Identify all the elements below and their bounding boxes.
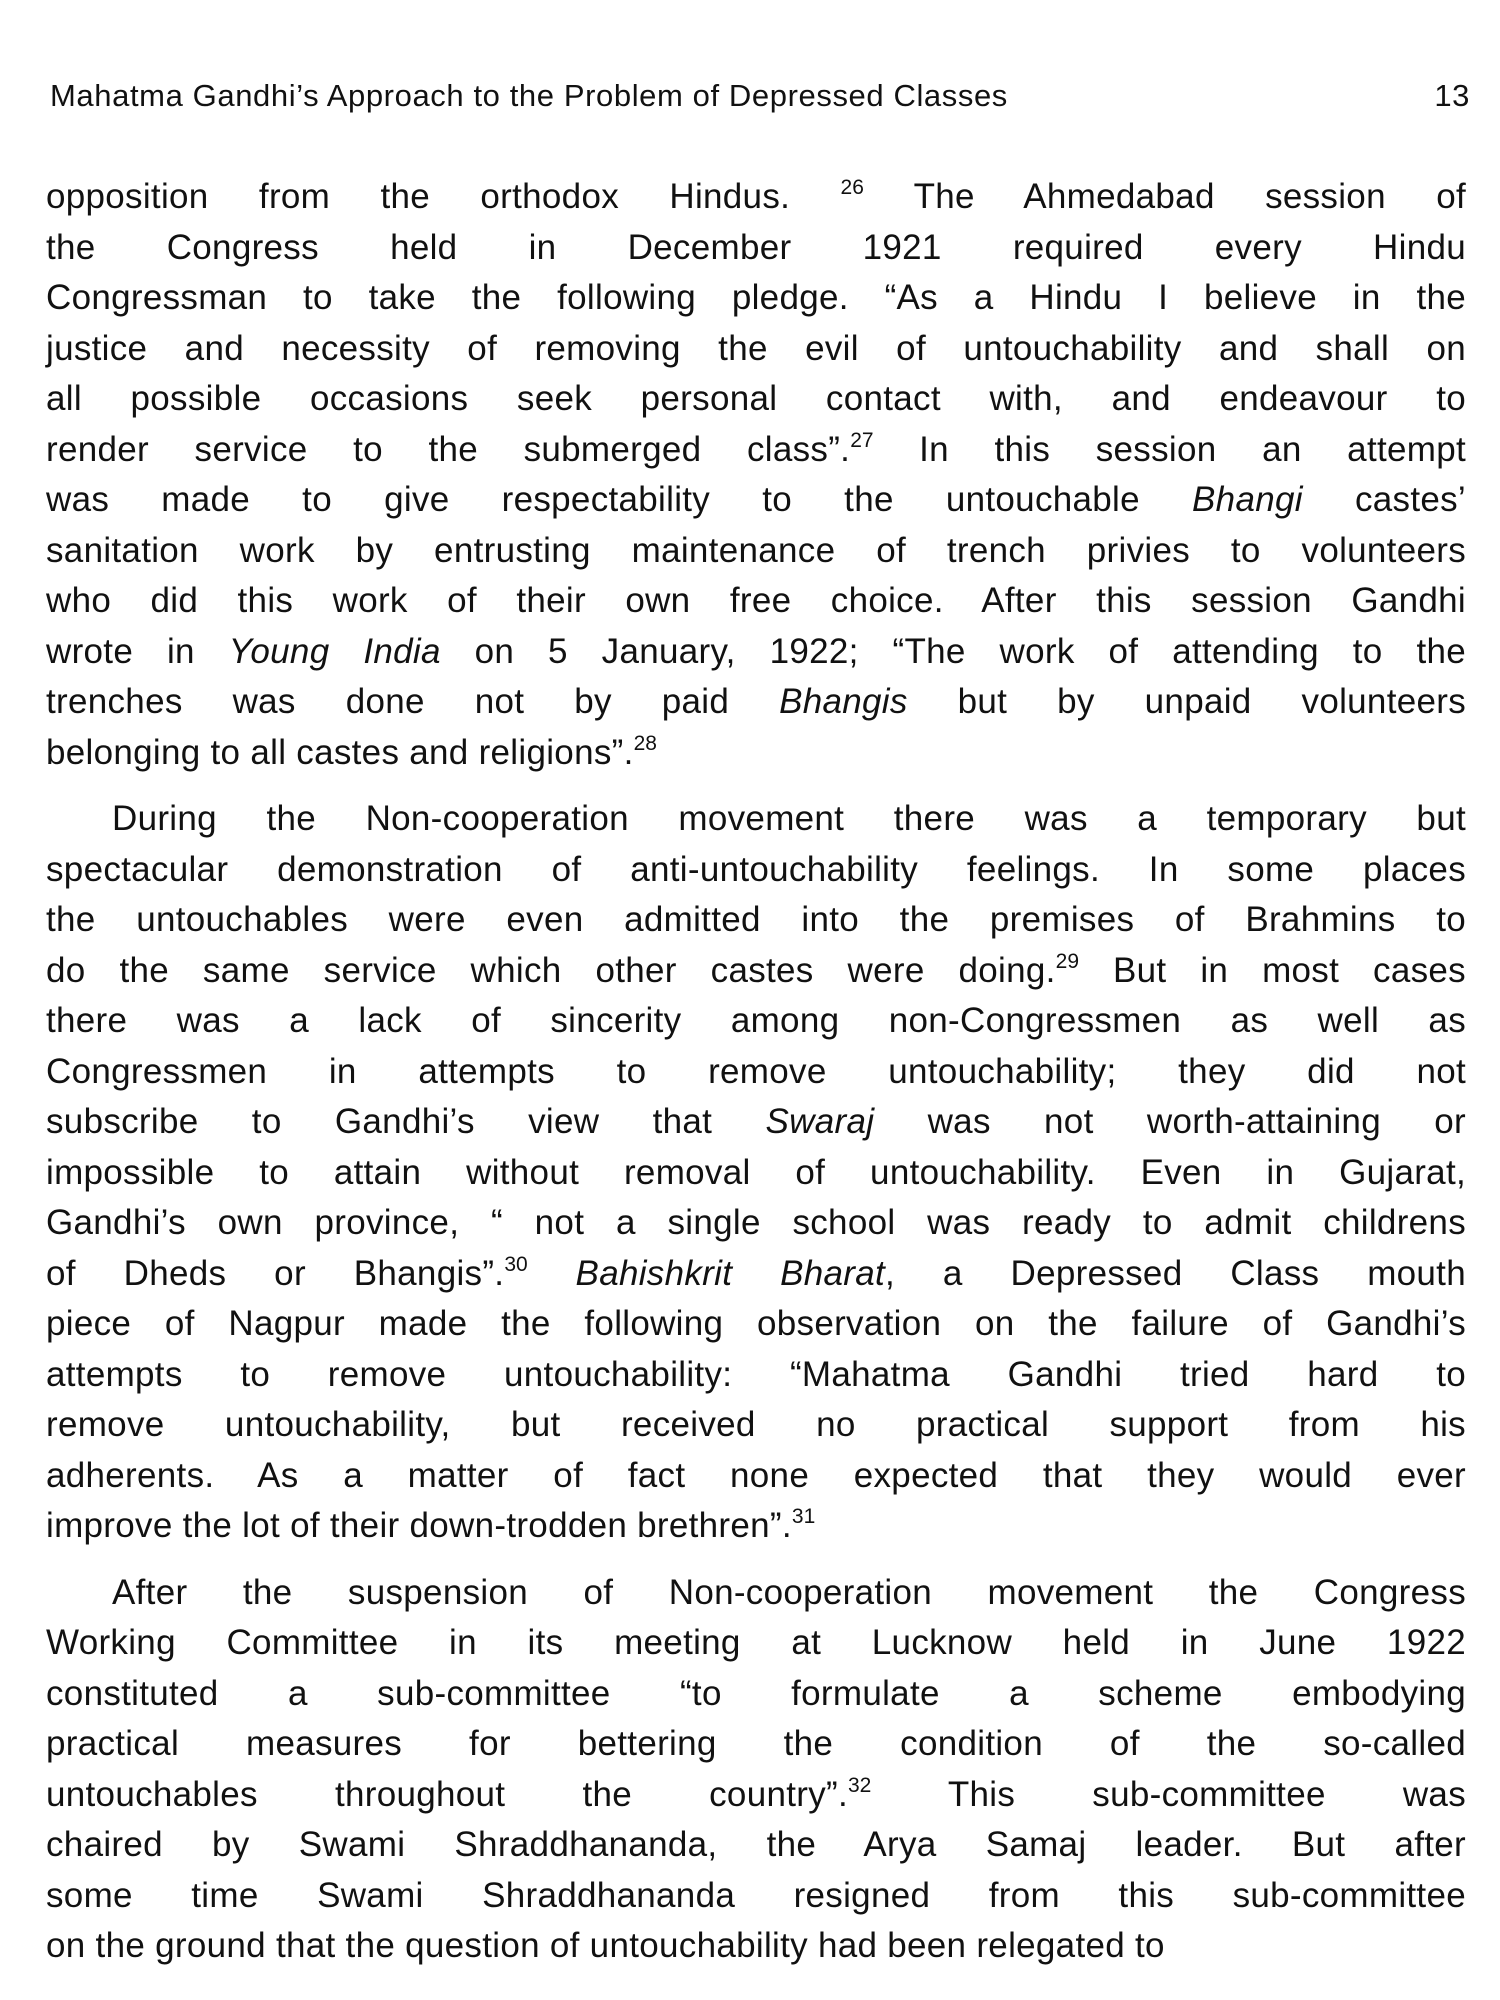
text-run: the Congress held in December 1921 required every Hindu: [46, 227, 1466, 267]
paragraph: [46, 172, 1466, 778]
text-run: , a Depressed Class mouth: [885, 1253, 1466, 1293]
text-line: [46, 1501, 1466, 1552]
text-run: remove untouchability, but received no practical support from his: [46, 1405, 1466, 1444]
text-line: [46, 1097, 1466, 1148]
text-run: attempts to remove untouchability: “Mahatma Gandhi tried hard to: [46, 1354, 1466, 1394]
running-title: Mahatma Gandhi’s Approach to the Problem of Depressed Classes: [50, 78, 1008, 113]
text-line: [46, 1719, 1466, 1770]
text-run: but by unpaid volunteers: [907, 682, 1466, 721]
italic-text: Bhangi: [1192, 480, 1303, 519]
text-run: on 5 January, 1922; “The work of attending to the: [440, 631, 1466, 671]
text-line: [46, 1047, 1466, 1098]
text-line: [46, 845, 1466, 896]
text-run: improve the lot of their down-trodden brethren”.: [46, 1506, 792, 1545]
text-run: was made to give respectability to the untouchable: [46, 480, 1193, 519]
text-line: [46, 172, 1466, 223]
text-line: [46, 1618, 1466, 1669]
text-run: sanitation work by entrusting maintenance of trench privies to volunteers: [46, 530, 1466, 570]
text-run: After the suspension of Non-cooperation movement the Congress: [112, 1572, 1466, 1612]
text-run: During the Non-cooperation movement there was a temporary but: [112, 799, 1466, 838]
footnote-ref: 30: [504, 1252, 528, 1276]
footnote-ref: 27: [850, 428, 874, 452]
italic-text: Bahishkrit Bharat: [575, 1253, 885, 1293]
text-run: Working Committee in its meeting at Lucknow held in June 1922: [46, 1623, 1466, 1662]
text-line: [46, 324, 1466, 375]
text-run: But in most cases: [1079, 950, 1466, 990]
footnote-ref: 31: [791, 1505, 816, 1528]
footnote-ref: 26: [840, 176, 864, 199]
text-line: [46, 1820, 1466, 1871]
text-line: [46, 374, 1466, 425]
text-run: impossible to attain without removal of untouchability. Even in Gujarat,: [46, 1152, 1466, 1192]
text-run: trenches was done not by paid: [46, 682, 780, 721]
text-line: [46, 1148, 1466, 1199]
text-line: [46, 1198, 1466, 1249]
text-run: render service to the submerged class”.: [46, 429, 851, 469]
text-line: [46, 1451, 1466, 1502]
running-header: [50, 78, 1470, 122]
italic-text: Young India: [228, 631, 441, 671]
text-run: adherents. As a matter of fact none expected that they would ever: [46, 1455, 1466, 1495]
text-run: chaired by Swami Shraddhananda, the Arya Samaj leader. But after: [46, 1825, 1466, 1864]
text-line: [46, 996, 1466, 1047]
text-line: [46, 794, 1466, 845]
text-line: [46, 728, 1466, 779]
text-run: opposition from the orthodox Hindus.: [46, 177, 841, 216]
body-text: [46, 172, 1466, 1972]
text-run: constituted a sub-committee “to formulate a scheme embodying: [46, 1673, 1466, 1713]
paragraph: [46, 794, 1466, 1552]
footnote-ref: 32: [848, 1773, 872, 1797]
text-run: all possible occasions seek personal contact with, and endeavour to: [46, 379, 1466, 418]
text-run: piece of Nagpur made the following observation on the failure of Gandhi’s: [46, 1304, 1466, 1343]
text-run: on the ground that the question of untouchability had been relegated to: [46, 1926, 1165, 1965]
text-line: [46, 895, 1466, 946]
paragraph: [46, 1568, 1466, 1972]
text-line: [46, 1400, 1466, 1451]
footnote-ref: 28: [633, 731, 657, 755]
text-run: who did this work of their own free choice. After this session Gandhi: [46, 581, 1466, 620]
text-line: [46, 1871, 1466, 1922]
text-run: the untouchables were even admitted into the premises of Brahmins to: [46, 900, 1466, 939]
text-run: was not worth-attaining or: [874, 1102, 1466, 1141]
text-run: of Dheds or Bhangis”.: [46, 1253, 505, 1293]
text-run: This sub-committee was: [871, 1774, 1466, 1814]
text-line: [46, 273, 1466, 324]
text-run: Congressmen in attempts to remove untouchability; they did not: [46, 1051, 1466, 1091]
text-run: wrote in: [46, 631, 229, 671]
text-line: [46, 627, 1466, 678]
text-run: justice and necessity of removing the evil of untouchability and shall on: [46, 328, 1466, 368]
text-line: [46, 946, 1466, 997]
text-run: spectacular demonstration of anti-untouchability feelings. In some places: [46, 849, 1466, 889]
text-run: The Ahmedabad session of: [863, 177, 1466, 216]
text-run: practical measures for bettering the condition of the so-called: [46, 1724, 1466, 1763]
italic-text: Bhangis: [779, 682, 908, 721]
page-number: 13: [1434, 78, 1470, 113]
text-line: [46, 576, 1466, 627]
text-line: [46, 1249, 1466, 1300]
text-run: belonging to all castes and religions”.: [46, 732, 634, 772]
text-run: do the same service which other castes were doing.: [46, 950, 1056, 990]
text-run: Congressman to take the following pledge. “As a Hindu I believe in the: [46, 278, 1466, 317]
footnote-ref: 29: [1055, 949, 1080, 973]
text-line: [46, 1568, 1466, 1619]
text-line: [46, 475, 1466, 526]
text-line: [46, 1350, 1466, 1401]
text-line: [46, 1770, 1466, 1821]
text-run: some time Swami Shraddhananda resigned from this sub-committee: [46, 1875, 1466, 1915]
text-run: untouchables throughout the country”.: [46, 1774, 848, 1814]
text-run: In this session an attempt: [873, 429, 1467, 469]
italic-text: Swaraj: [765, 1102, 875, 1141]
text-run: there was a lack of sincerity among non-Congressmen as well as: [46, 1001, 1466, 1040]
text-line: [46, 677, 1466, 728]
text-run: castes’: [1302, 480, 1466, 519]
text-run: [528, 1254, 576, 1293]
text-line: [46, 1299, 1466, 1350]
text-line: [46, 425, 1466, 476]
text-line: [46, 1669, 1466, 1720]
text-line: [46, 1921, 1466, 1972]
text-run: Gandhi’s own province, “ not a single school was ready to admit childrens: [46, 1203, 1466, 1242]
text-run: subscribe to Gandhi’s view that: [46, 1102, 766, 1141]
text-line: [46, 223, 1466, 274]
text-line: [46, 526, 1466, 577]
